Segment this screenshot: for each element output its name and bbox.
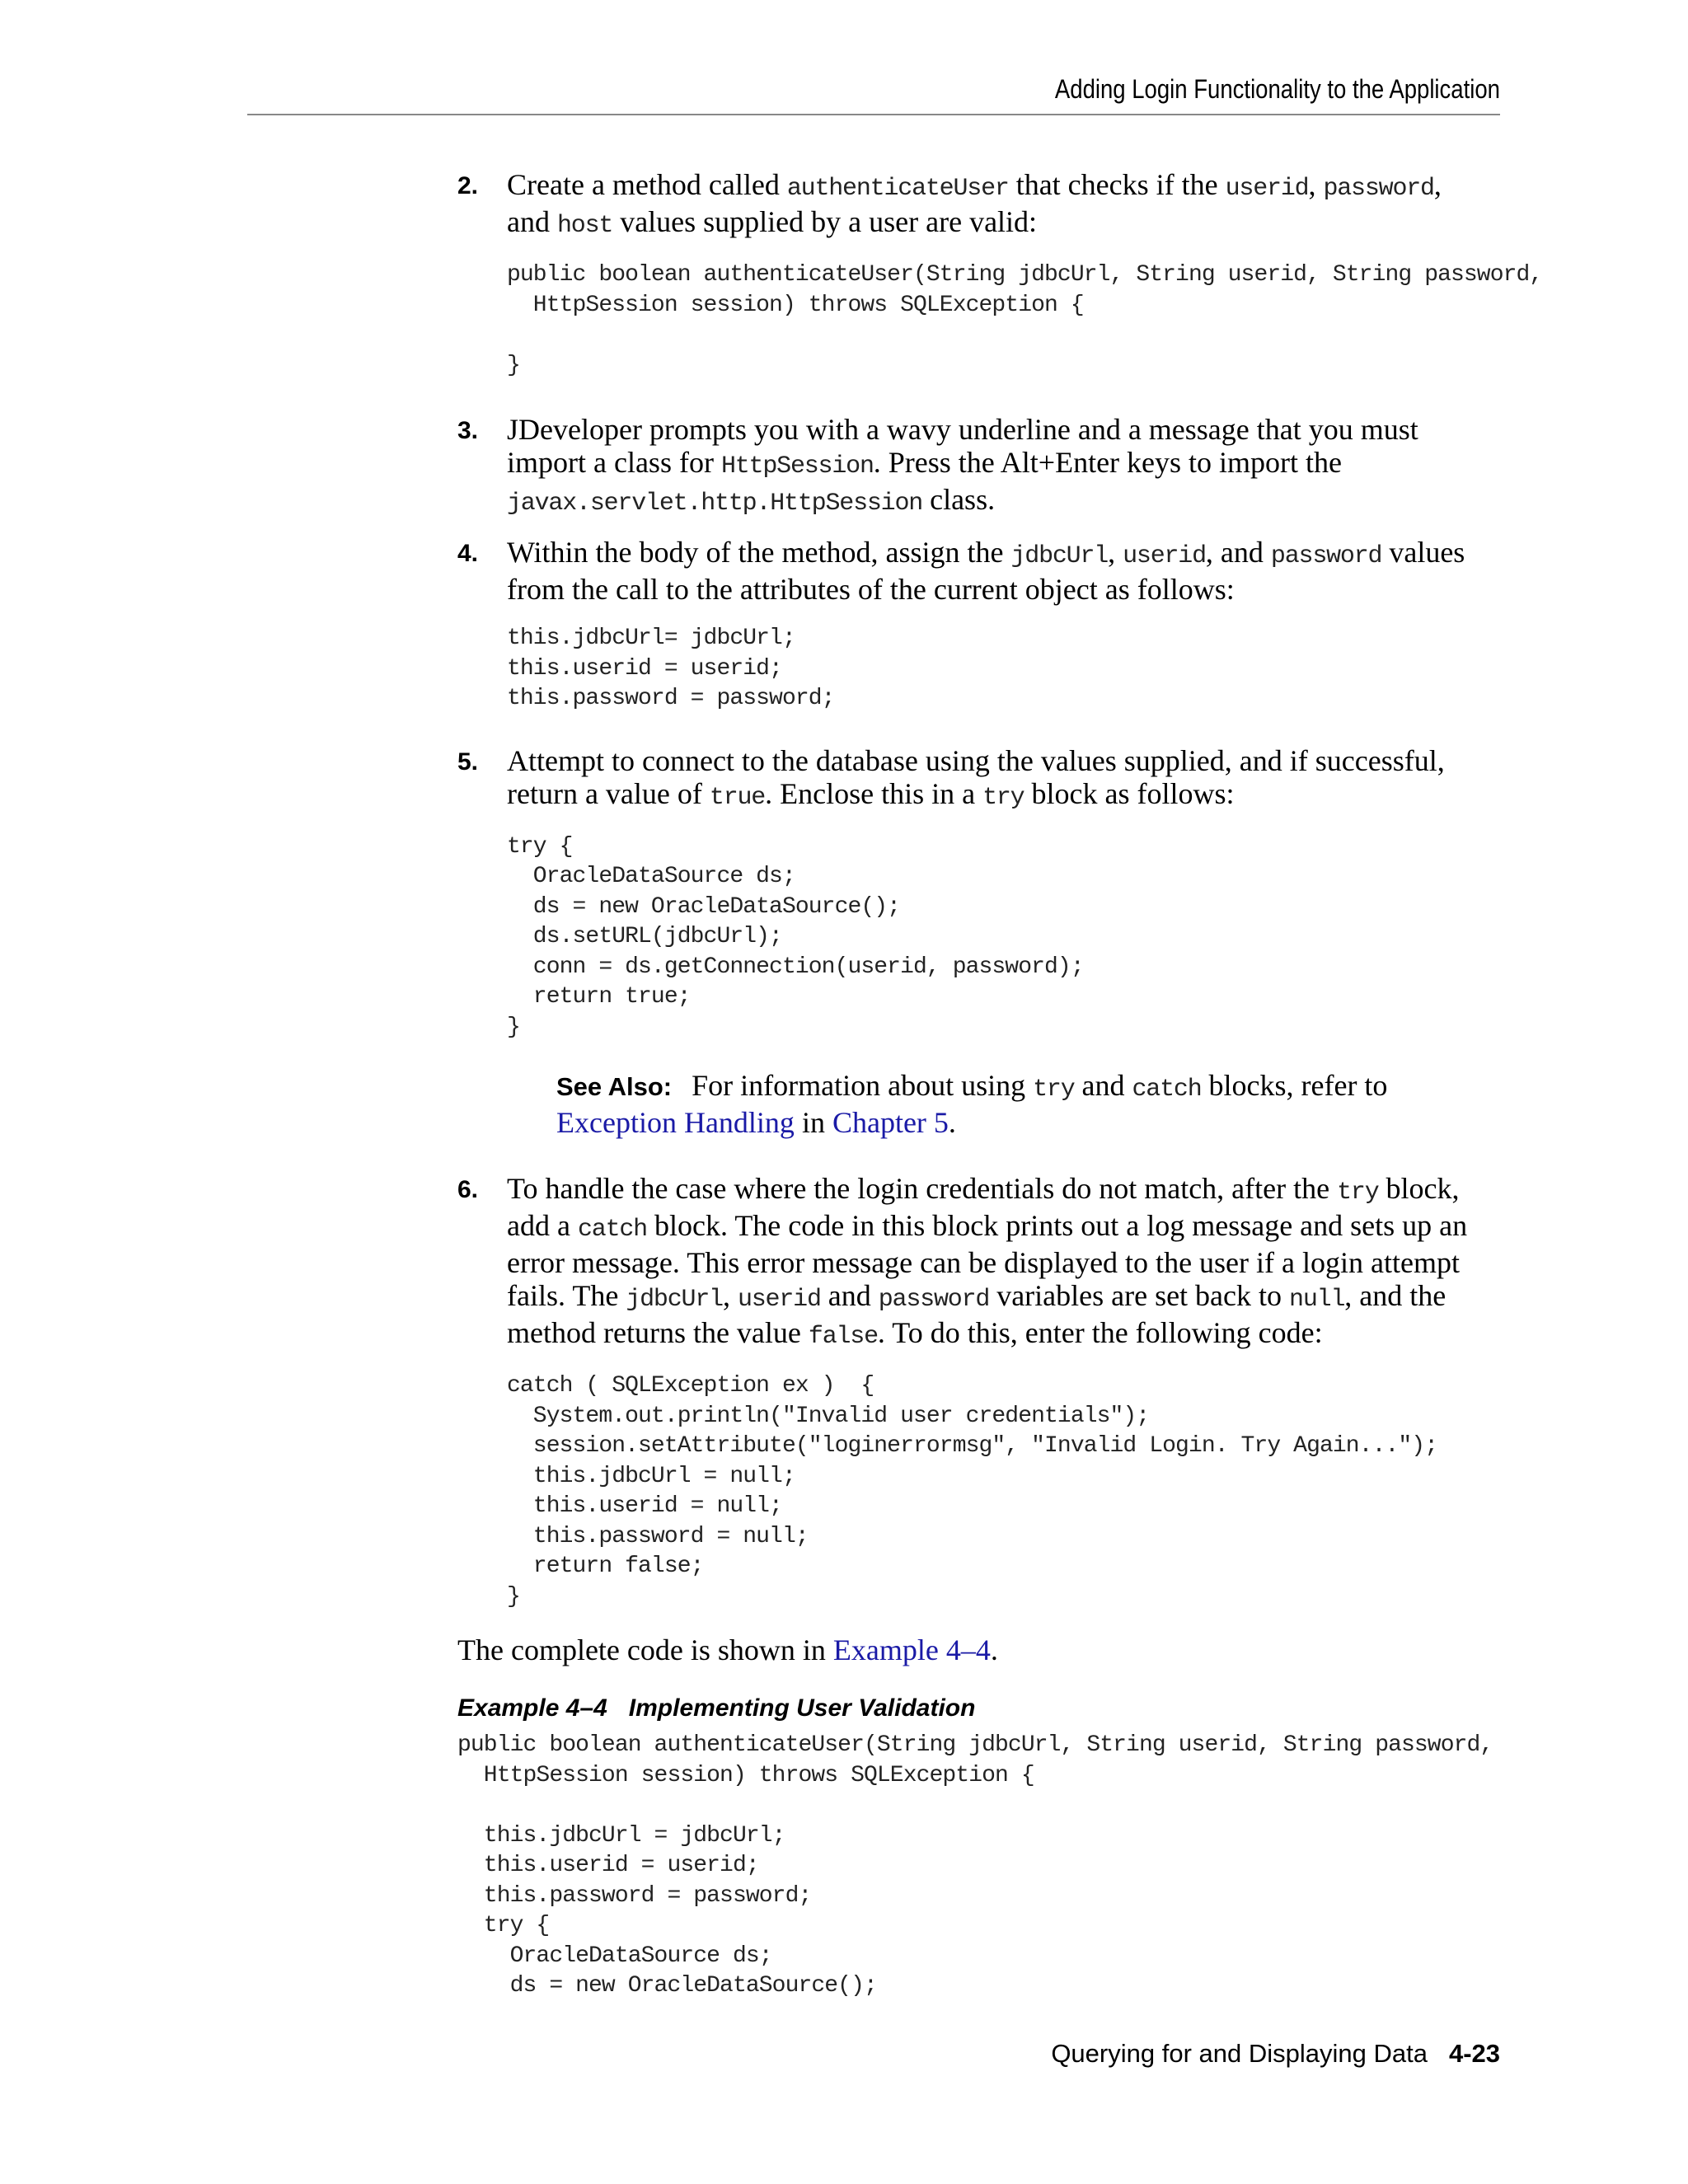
step-number: 4.: [457, 540, 479, 567]
inline-code: true: [709, 783, 766, 812]
inline-code: HttpSession: [720, 452, 874, 480]
text: block as follows:: [1024, 776, 1235, 810]
text: from the call to the attributes of the current object as follows:: [507, 573, 1235, 606]
text: , and: [1205, 536, 1271, 569]
text: ,: [1308, 168, 1324, 201]
text: JDeveloper prompts you with a wavy underline and a message that you must: [507, 413, 1418, 446]
example-label: Example 4–4: [457, 1694, 607, 1722]
inline-code: userid: [1225, 175, 1309, 203]
inline-code: javax.servlet.http.HttpSession: [507, 490, 923, 518]
text: import a class for: [507, 446, 721, 479]
step-text: [507, 1172, 1521, 1353]
chapter-5-link[interactable]: Chapter 5: [832, 1106, 949, 1139]
step-2: [457, 168, 1543, 381]
text: return a value of: [507, 776, 710, 810]
text: . Press the Alt+Enter keys to import the: [873, 446, 1343, 479]
step-text: [507, 744, 1521, 814]
footer-chapter-title: Querying for and Displaying Data: [1051, 2039, 1428, 2068]
inline-code: password: [1323, 175, 1434, 203]
text: ,: [722, 1279, 738, 1312]
text: method returns the value: [507, 1316, 809, 1349]
text: For information about using: [692, 1069, 1034, 1102]
text: that checks if the: [1008, 168, 1226, 201]
text: Attempt to connect to the database using the values supplied, and if successful,: [507, 743, 1445, 777]
example-4-4-link[interactable]: Example 4–4: [832, 1633, 991, 1666]
inline-code: jdbcUrl: [626, 1286, 723, 1314]
step-4: [457, 536, 1521, 715]
text: Create a method called: [507, 168, 787, 201]
step-text: [507, 168, 1521, 242]
text: Within the body of the method, assign the: [507, 536, 1011, 569]
text: and: [507, 205, 557, 238]
text: , and the: [1344, 1279, 1447, 1312]
text: ,: [1433, 168, 1442, 201]
inline-code: try: [1337, 1179, 1379, 1207]
text: error message. This error message can be displayed to the user if a login attempt: [507, 1246, 1460, 1279]
text: class.: [922, 483, 996, 516]
inline-code: null: [1289, 1286, 1345, 1314]
exception-handling-link[interactable]: Exception Handling: [556, 1106, 795, 1139]
text: in: [794, 1106, 832, 1139]
step-text: [507, 536, 1521, 606]
inline-code: catch: [1132, 1076, 1202, 1104]
text: block. The code in this block prints out a log message and sets up an: [646, 1209, 1468, 1242]
step-number: 2.: [457, 172, 479, 199]
code-block: this.jdbcUrl= jdbcUrl; this.userid = userid; this.password = password;: [507, 626, 835, 711]
text: fails. The: [507, 1279, 626, 1312]
example-title: [457, 1694, 1521, 1722]
text: . To do this, enter the following code:: [877, 1316, 1323, 1349]
text: values supplied by a user are valid:: [612, 205, 1038, 238]
running-header-title: Adding Login Functionality to the Application: [1054, 74, 1500, 104]
inline-code: password: [878, 1286, 990, 1314]
text: . Enclose this in a: [765, 776, 983, 810]
code-block: try { OracleDataSource ds; ds = new OracleDataSource(); ds.setURL(jdbcUrl); conn = ds.getConnection(userid, password); return true; }: [507, 833, 1084, 1040]
text: To handle the case where the login credentials do not match, after the: [507, 1172, 1338, 1205]
page-content: [457, 168, 1543, 2002]
text: add a: [507, 1209, 578, 1242]
inline-code: false: [808, 1323, 878, 1351]
step-number: 5.: [457, 748, 479, 776]
inline-code: jdbcUrl: [1010, 542, 1109, 570]
inline-code: authenticateUser: [786, 175, 1009, 203]
text: blocks, refer to: [1201, 1069, 1388, 1102]
inline-code: userid: [737, 1286, 821, 1314]
page-number: 4-23: [1448, 2039, 1500, 2068]
complete-code-sentence: [457, 1633, 1521, 1666]
text: ,: [1108, 536, 1123, 569]
page-header: [247, 73, 1500, 115]
text: .: [948, 1106, 956, 1139]
step-number: 3.: [457, 417, 479, 444]
inline-code: password: [1270, 542, 1382, 570]
step-text: [507, 413, 1521, 520]
inline-code: userid: [1123, 542, 1206, 570]
inline-code: host: [556, 212, 613, 240]
text: block,: [1378, 1172, 1460, 1205]
step-3: [457, 413, 1521, 520]
text: values: [1381, 536, 1465, 569]
step-6: [457, 1172, 1521, 1612]
step-5: [457, 744, 1521, 1140]
example-code-block: public boolean authenticateUser(String jdbcUrl, String userid, String password, HttpSession session) throws SQLException { this.jdbcUrl = jdbcUrl; this.userid = userid; this.password = password; try { OracleDataSource ds; ds = new OracleDataSource();: [457, 1732, 1493, 1999]
text: .: [990, 1633, 998, 1666]
code-block: catch ( SQLException ex ) { System.out.println("Invalid user credentials"); session.setAttribute("loginerrormsg", "Invalid Login. Try Again..."); this.jdbcUrl = null; this.userid = null; this.password = null; return false; }: [507, 1373, 1438, 1610]
text: variables are set back to: [989, 1279, 1290, 1312]
code-block: public boolean authenticateUser(String jdbcUrl, String userid, String password, HttpSession session) throws SQLException { }: [507, 262, 1543, 378]
text: and: [820, 1279, 879, 1312]
page-footer: [1051, 2039, 1500, 2069]
see-also-note: [556, 1069, 1521, 1139]
text: The complete code is shown in: [457, 1633, 833, 1666]
step-number: 6.: [457, 1176, 479, 1203]
inline-code: try: [1033, 1076, 1075, 1104]
example-caption: Implementing User Validation: [628, 1694, 976, 1722]
text: and: [1074, 1069, 1132, 1102]
inline-code: try: [982, 783, 1025, 812]
see-also-label: See Also:: [556, 1072, 673, 1101]
inline-code: catch: [577, 1216, 647, 1244]
